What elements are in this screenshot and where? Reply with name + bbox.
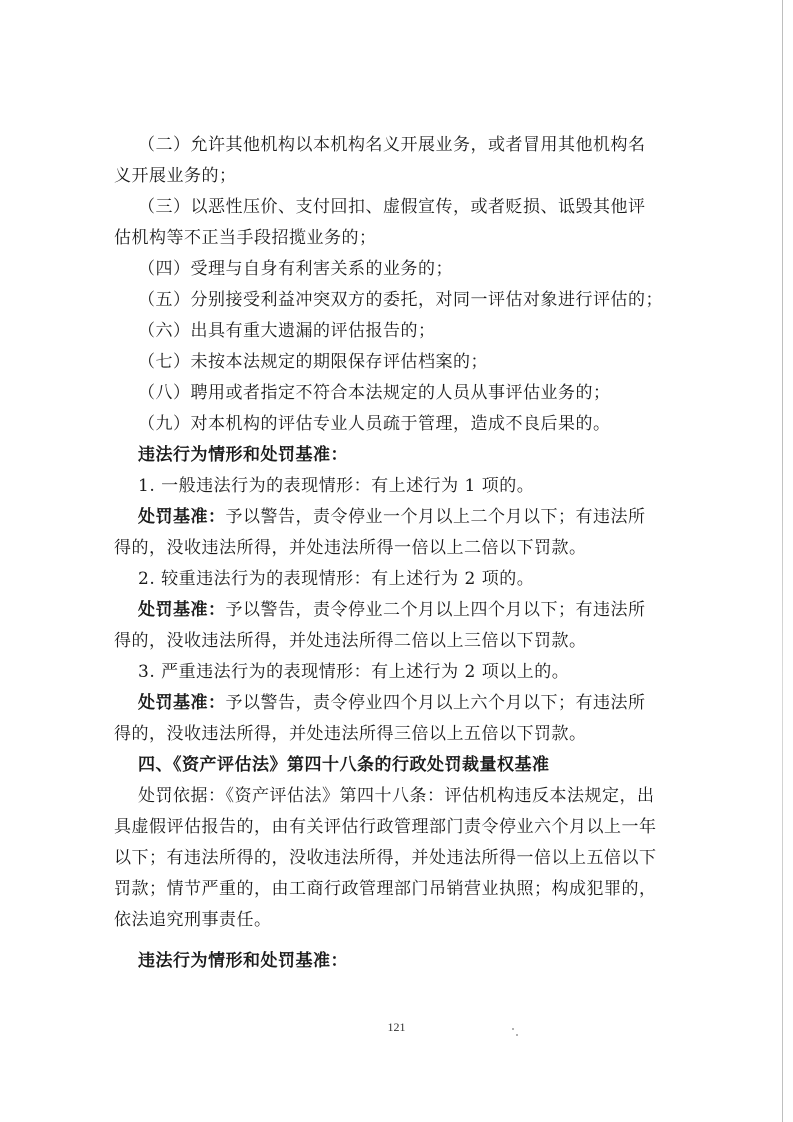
penalty-basis-3-line-2: 得的，没收违法所得，并处违法所得三倍以上五倍以下罚款。 (114, 724, 587, 744)
scan-speck (516, 1034, 518, 1036)
penalty-label: 处罚基准： (138, 693, 226, 713)
clause-2-line-1: （二）允许其他机构以本机构名义开展业务，或者冒用其他机构名 (138, 135, 646, 155)
clause-7: （七）未按本法规定的期限保存评估档案的； (138, 352, 488, 372)
clause-3-line-2: 估机构等不正当手段招揽业务的； (114, 228, 377, 248)
clause-6: （六）出具有重大遗漏的评估报告的； (138, 321, 436, 341)
penalty-basis-article-48-line-4: 罚款；情节严重的，由工商行政管理部门吊销营业执照；构成犯罪的， (114, 879, 657, 899)
section-heading-article-48: 四、《资产评估法》第四十八条的行政处罚裁量权基准 (138, 755, 550, 775)
document-body (114, 130, 663, 977)
section-heading-violations-2: 违法行为情形和处罚基准： (138, 951, 348, 971)
page-number: 121 (387, 1020, 406, 1034)
penalty-basis-article-48-line-2: 具虚假评估报告的，由有关评估行政管理部门责令停业六个月以上一年 (114, 817, 657, 837)
penalty-label: 处罚基准： (138, 507, 226, 527)
penalty-basis-3-line-1: 处罚基准：予以警告，责令停业四个月以上六个月以下；有违法所 (138, 693, 646, 713)
clause-8: （八）聘用或者指定不符合本法规定的人员从事评估业务的； (138, 383, 611, 403)
clause-2-line-2: 义开展业务的； (114, 166, 237, 186)
clause-3-line-1: （三）以恶性压价、支付回扣、虚假宣传，或者贬损、诋毁其他评 (138, 197, 646, 217)
clause-9: （九）对本机构的评估专业人员疏于管理，造成不良后果的。 (138, 414, 611, 434)
penalty-basis-1-line-1: 处罚基准：予以警告，责令停业一个月以上二个月以下；有违法所 (138, 507, 646, 527)
scan-speck (512, 1028, 514, 1030)
penalty-basis-2-line-1: 处罚基准：予以警告，责令停业二个月以上四个月以下；有违法所 (138, 600, 646, 620)
penalty-basis-article-48-line-1: 处罚依据：《资产评估法》第四十八条：评估机构违反本法规定，出 (138, 786, 655, 806)
penalty-basis-article-48-line-3: 以下；有违法所得的，没收违法所得，并处违法所得一倍以上五倍以下 (114, 848, 657, 868)
serious-violation: 2. 较重违法行为的表现情形：有上述行为 2 项的。 (138, 569, 535, 589)
scan-edge-line (782, 0, 783, 1122)
penalty-basis-1-line-2: 得的，没收违法所得，并处违法所得一倍以上二倍以下罚款。 (114, 538, 587, 558)
general-violation: 1. 一般违法行为的表现情形：有上述行为 1 项的。 (138, 476, 535, 496)
penalty-basis-2-line-2: 得的，没收违法所得，并处违法所得二倍以上三倍以下罚款。 (114, 631, 587, 651)
penalty-basis-article-48-line-5: 依法追究刑事责任。 (114, 910, 272, 930)
penalty-label: 处罚基准： (138, 600, 226, 620)
section-heading-violations-1: 违法行为情形和处罚基准： (138, 445, 348, 465)
clause-5: （五）分别接受利益冲突双方的委托，对同一评估对象进行评估的； (138, 290, 663, 310)
clause-4: （四）受理与自身有利害关系的业务的； (138, 259, 453, 279)
severe-violation: 3. 严重违法行为的表现情形：有上述行为 2 项以上的。 (138, 662, 570, 682)
